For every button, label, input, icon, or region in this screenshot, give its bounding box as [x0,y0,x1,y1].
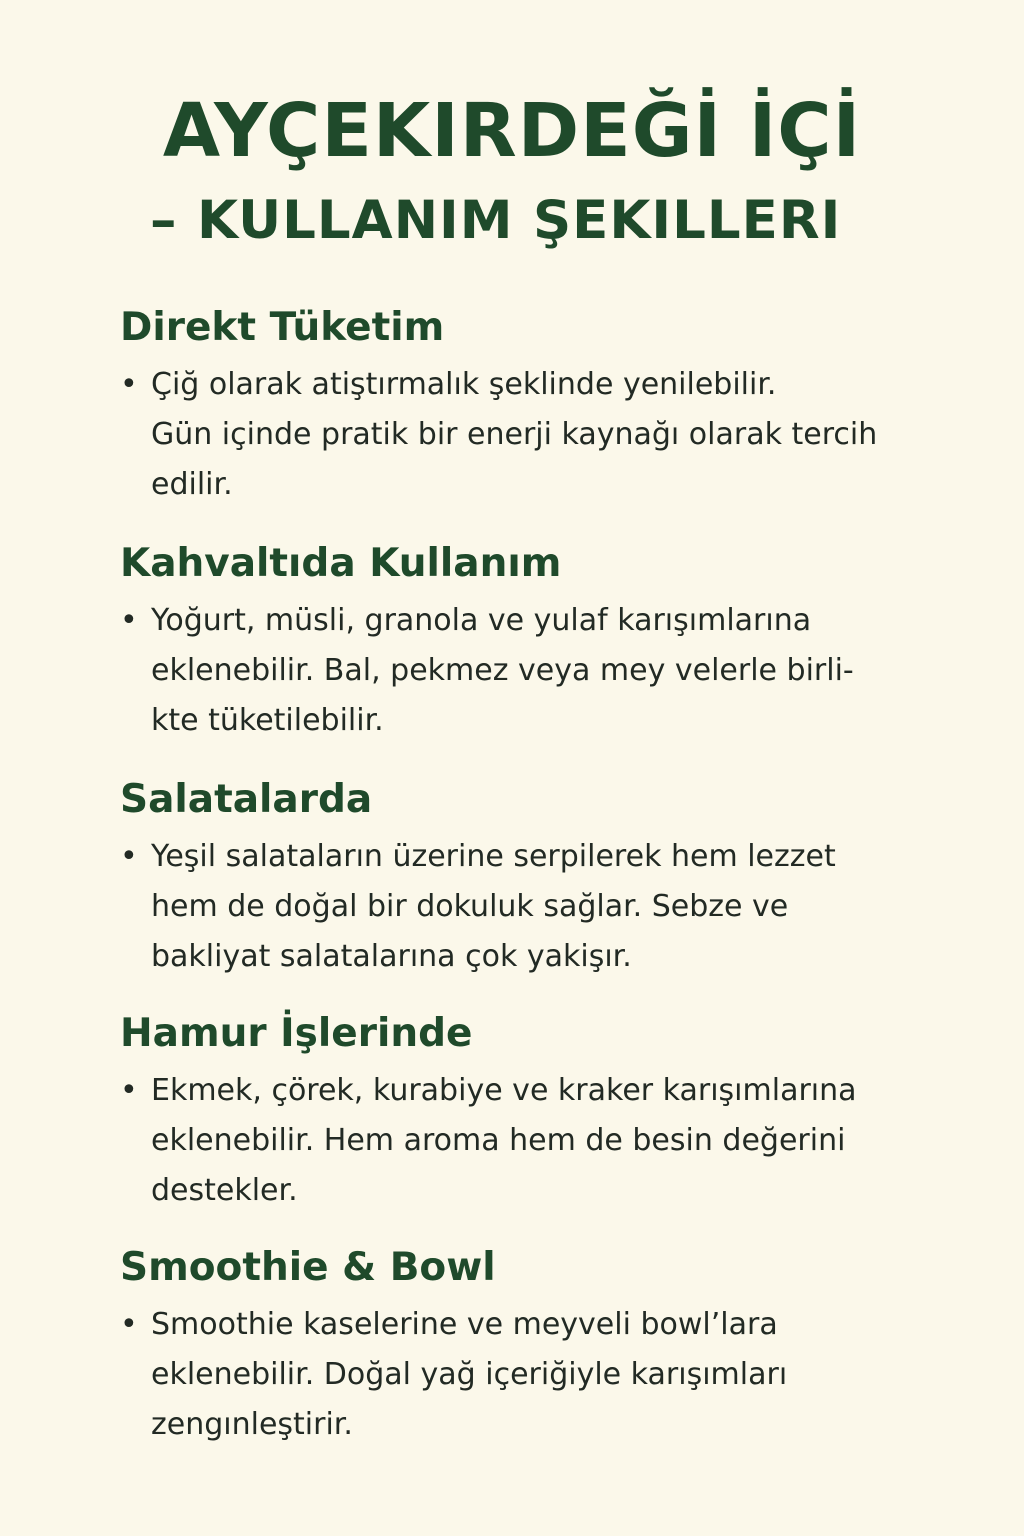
section-heading: Direkt Tüketim [120,305,445,350]
bullet-text-line: kte tüketilebilir. [151,703,384,738]
bullet-text-line: edilir. [151,467,233,502]
bullet-item [120,596,910,746]
section-smoothie-bowl [120,1244,910,1450]
bullet-icon: • [120,1307,138,1342]
bullet-text-line: eklenebilir. Hem aroma hem de besin değerini [151,1123,846,1158]
page-subtitle: – KULLANIM ŞEKILLERI [150,190,842,251]
bullet-text-line: Yoğurt, müsli, granola ve yulaf karışımlarına [151,603,812,638]
page-title: AYÇEKIRDEĞİ İÇİ [162,88,862,174]
bullet-item [120,832,910,982]
bullet-item [120,1066,910,1216]
bullet-text-line: bakliyat salatalarına çok yakişır. [151,939,632,974]
bullet-text-line: zengınleştirir. [151,1407,353,1442]
section-heading: Kahvaltıda Kullanım [120,541,562,586]
bullet-text-line: Gün içinde pratik bir enerji kaynağı olarak tercih [151,417,878,452]
section-heading: Salatalarda [120,777,373,822]
bullet-text-line: destekler. [151,1173,298,1208]
bullet-icon: • [120,367,138,402]
bullet-text-line: eklenebilir. Doğal yağ içeriğiyle karışımları [151,1357,788,1392]
section-heading: Smoothie & Bowl [120,1245,496,1290]
bullet-text-line: hem de doğal bir dokuluk sağlar. Sebze ve [151,889,789,924]
section-salatalarda [120,776,910,982]
bullet-icon: • [120,1073,138,1108]
bullet-item [120,1300,910,1450]
section-heading: Hamur İşlerinde [120,1011,473,1056]
section-hamur-islerinde [120,1010,910,1216]
bullet-text-line: Ekmek, çörek, kurabiye ve kraker karışımlarına [151,1073,857,1108]
bullet-text-line: Yeşil salataların üzerine serpilerek hem lezzet [151,839,836,874]
bullet-text-line: Smoothie kaselerine ve meyveli bowl’lara [151,1307,778,1342]
bullet-icon: • [120,839,138,874]
section-direkt-tuketim [120,304,910,510]
bullet-item [120,360,910,510]
bullet-text-line: eklenebilir. Bal, pekmez veya mey velerle birli- [151,653,854,688]
section-kahvaltida-kullanim [120,540,910,746]
bullet-icon: • [120,603,138,638]
bullet-text-line: Çiğ olarak atiştırmalık şeklinde yenilebilir. [151,367,777,402]
